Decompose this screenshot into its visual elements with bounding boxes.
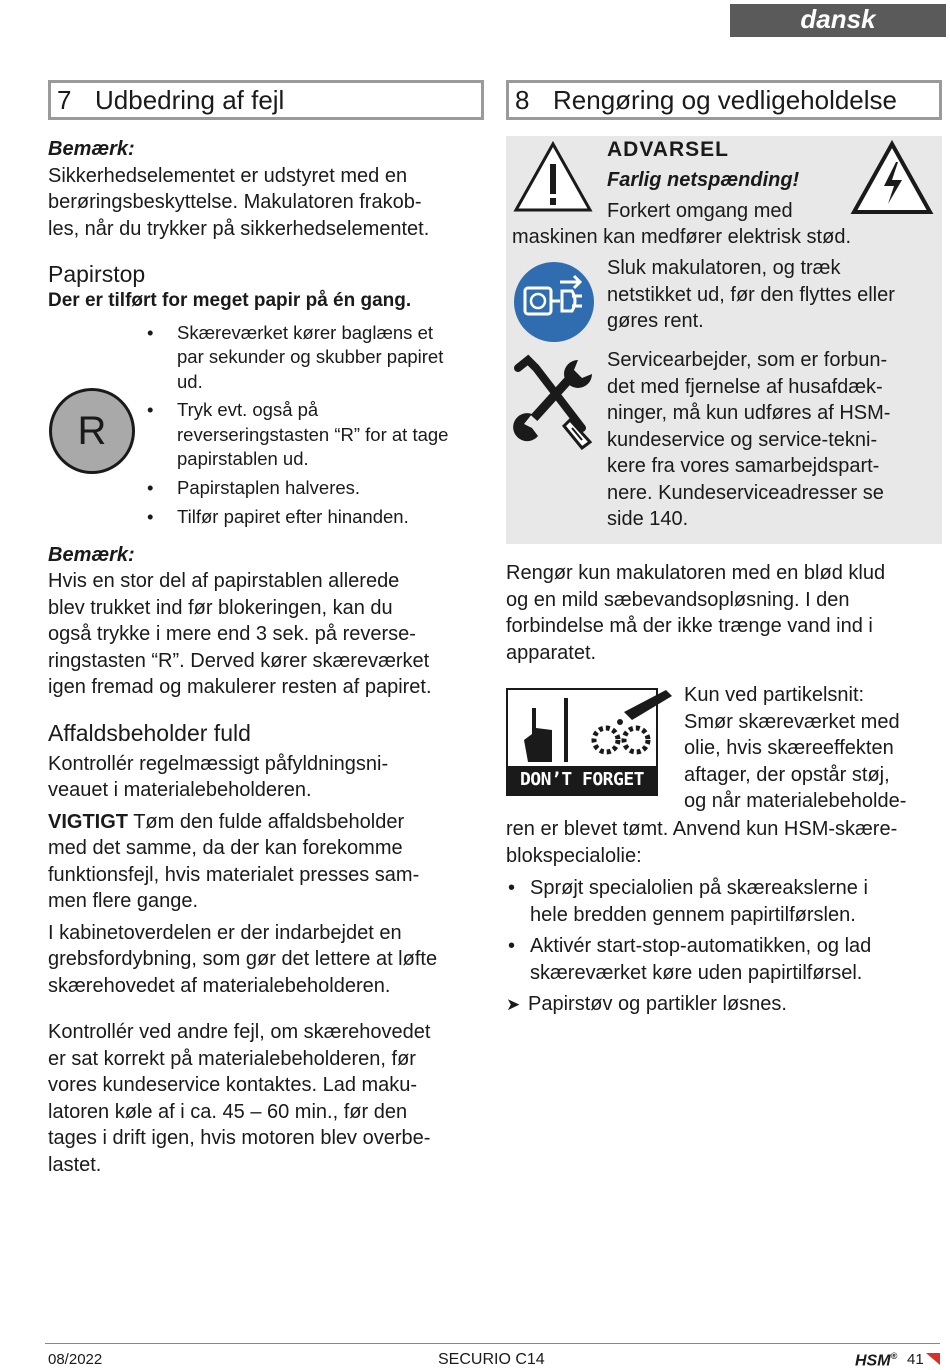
note-line: ringstasten “R”. Derved kører skæreværket (48, 649, 430, 672)
list-item: • Tryk evt. også på reverseringstasten “R” for at tage papirstablen ud. (147, 398, 487, 472)
cleaning-text (506, 560, 942, 666)
note-line: også trykke i mere end 3 sek. på reverse- (48, 623, 416, 645)
oil-block (506, 682, 942, 816)
oil-text (506, 816, 942, 869)
electric-hazard-icon (850, 140, 934, 216)
note-line: Sikkerhedselementet er udstyret med en (48, 164, 408, 187)
paragraph-line: forbindelse må der ikke trænge vand ind i (506, 615, 873, 637)
paragraph-line: og en mild sæbevandsopløsning. I den (506, 588, 850, 611)
reverse-key-r-icon: R (49, 388, 135, 474)
warning-text: Forkert omgang med (607, 200, 793, 222)
paragraph-line: latoren køle af i ca. 45 – 60 min., før den (48, 1100, 408, 1123)
bin-full-text (48, 751, 484, 1000)
note-label: Bemærk: (48, 138, 135, 160)
list-item: • Sprøjt specialolien på skæreakslerne i hele bredden gennem papirtilførslen. (506, 875, 942, 928)
dont-forget-label: DON’T FORGET (519, 769, 645, 790)
note-line: les, når du trykker på sikkerhedselementet. (48, 217, 430, 240)
paragraph-line: lastet. (48, 1153, 102, 1176)
signal-word: ADVARSEL (607, 138, 729, 161)
note-line: blev trukket ind før blokeringen, kan du (48, 596, 393, 619)
important-label: VIGTIGT (48, 810, 128, 833)
paper-jam-steps (48, 321, 484, 537)
note-label: Bemærk: (48, 543, 135, 566)
section-7-heading (48, 80, 484, 120)
paper-jam-heading: Papirstop (48, 261, 146, 287)
warning-triangle-icon (512, 140, 594, 214)
warning-box (506, 136, 942, 544)
paragraph-line: grebsfordybning, som gør det lettere at løfte (48, 948, 438, 970)
brand-logo: HSM® (855, 1351, 898, 1370)
paragraph-line: apparatet. (506, 641, 597, 664)
warning-text: maskinen kan medfører elektrisk stød. (512, 226, 851, 248)
result-line: ➤ Papirstøv og partikler løsnes. (506, 991, 942, 1019)
unplug-instruction: Sluk makulatoren, og træk netstikket ud, før den flyttes eller gøres rent. (607, 257, 895, 332)
paragraph-line: Kontrollér regelmæssigt påfyldningsni- (48, 752, 389, 775)
page-corner-icon (926, 1353, 940, 1365)
section-number: 8 (515, 85, 530, 115)
paragraph-line: Kontrollér ved andre fejl, om skærehovedet (48, 1021, 431, 1043)
list-item: • Skæreværket kører baglæns et par sekunder og skubber papiret ud. (147, 321, 487, 395)
paragraph-line: men flere gange. (48, 890, 199, 912)
other-faults-text (48, 1019, 484, 1178)
left-column (48, 80, 484, 1178)
right-column (506, 80, 942, 1019)
note-reverse-key (48, 542, 484, 701)
hazard-text: Farlig netspænding! (607, 169, 800, 191)
paragraph-line: skærehovedet af materialebeholderen. (48, 974, 391, 997)
section-title: Rengøring og vedligeholdelse (553, 85, 898, 115)
note-line: berøringsbeskyttelse. Makulatoren frakob- (48, 191, 422, 213)
oil-short-lines: Kun ved partikelsnit: Smør skæreværket med olie, hvis skæreeffekten aftager, der opstår støj, og når materialebeholde- (684, 684, 907, 812)
list-item: • Papirstaplen halveres. (147, 476, 487, 501)
section-number: 7 (57, 85, 72, 115)
important-line: VIGTIGT Tøm den fulde affaldsbeholder (48, 810, 405, 833)
paragraph-line: vores kundeservice kontaktes. Lad maku- (48, 1074, 418, 1096)
section-8-heading (506, 80, 942, 120)
paragraph-line: tages i drift igen, hvis motoren blev overbe- (48, 1127, 431, 1149)
service-instruction: Servicearbejder, som er forbun- det med fjernelse af husafdæk- ninger, må kun udføres af HSM- kundeservice og service-tekni- kere fra vores samarbejdspart- nere. Kundeserviceadresser se side 140. (607, 349, 891, 530)
list-item: • Tilfør papiret efter hinanden. (147, 505, 487, 530)
section-title: Udbedring af fejl (95, 85, 285, 115)
note-line: igen fremad og makulerer resten af papiret. (48, 676, 432, 698)
note-line: Hvis en stor del af papirstablen allerede (48, 570, 400, 592)
footer-divider (45, 1343, 940, 1344)
paper-jam-subheading: Der er tilført for meget papir på én gang. (48, 290, 412, 311)
tools-icon (512, 354, 596, 450)
bin-full-heading: Affaldsbeholder fuld (48, 719, 251, 746)
language-tab: dansk (730, 4, 946, 37)
paragraph-line: Rengør kun makulatoren med en blød klud (506, 562, 886, 584)
page-number: 41 (907, 1351, 924, 1368)
list-item: • Aktivér start-stop-automatikken, og lad skæreværket køre uden papirtilførsel. (506, 933, 942, 986)
paragraph-line: blokspecialolie: (506, 844, 642, 867)
paragraph-line: funktionsfejl, hvis materialet presses sam- (48, 863, 420, 886)
footer-model: SECURIO C14 (438, 1351, 545, 1368)
unplug-mandatory-icon (512, 260, 596, 344)
result-arrow-icon: ➤ (506, 995, 521, 1014)
paragraph-line: med det samme, da der kan forekomme (48, 837, 403, 859)
footer-date: 08/2022 (48, 1351, 103, 1368)
paragraph-line: veauet i materialebeholderen. (48, 779, 312, 801)
paragraph-line: I kabinetoverdelen er der indarbejdet en (48, 921, 402, 944)
oil-bullets (506, 875, 942, 986)
paper-jam-bullets (147, 321, 487, 530)
paragraph-line: ren er blevet tømt. Anvend kun HSM-skære- (506, 818, 898, 840)
paragraph-line: er sat korrekt på materialebeholderen, før (48, 1047, 416, 1070)
note-touch-protection (48, 136, 484, 242)
